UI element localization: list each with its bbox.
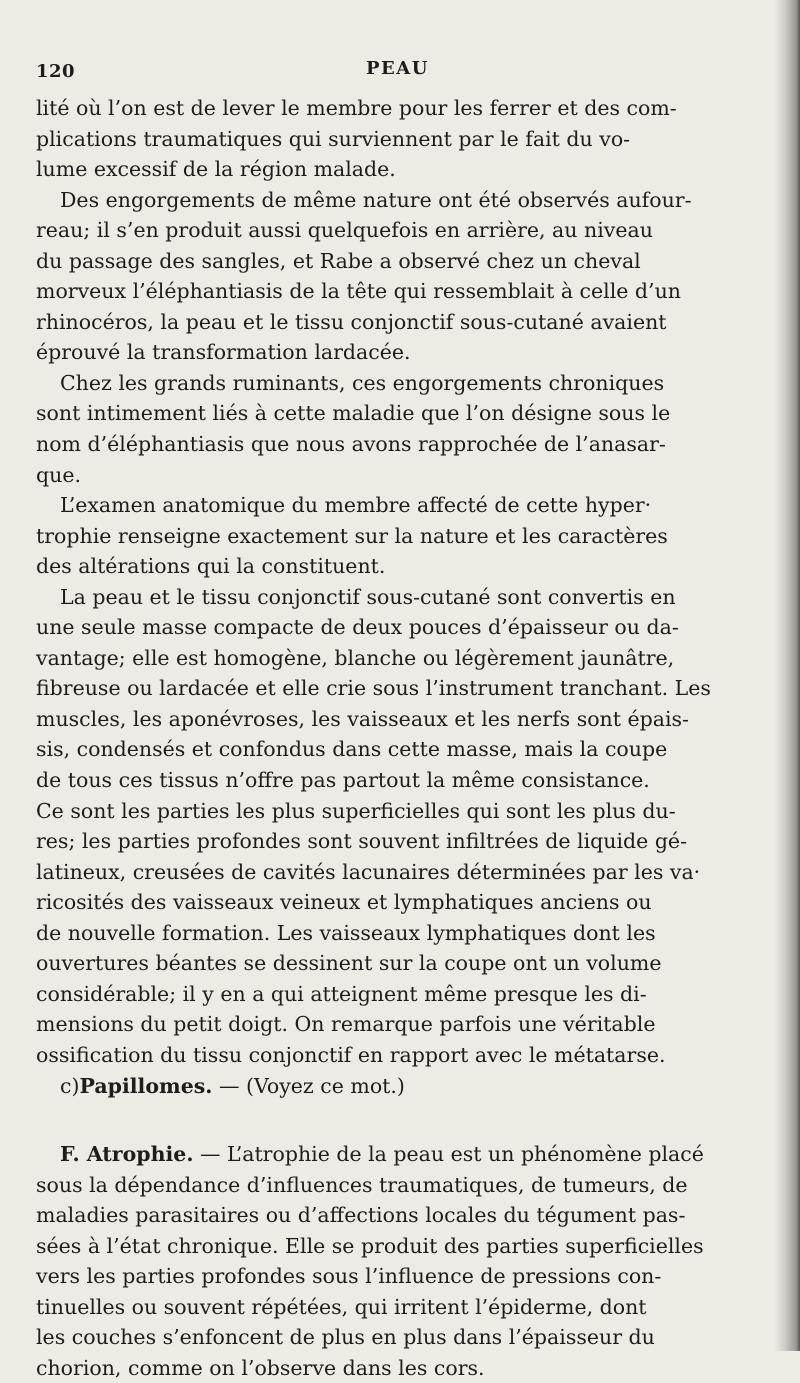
text-line: lume excessif de la région malade. (36, 157, 396, 182)
text-line: ossification du tissu conjonctif en rapport avec le métatarse. (36, 1042, 666, 1067)
text-line: latineux, creusées de cavités lacunaires déterminées par les va· (36, 859, 701, 884)
page-number: 120 (36, 61, 76, 82)
text-line: maladies parasitaires ou d’affections locales du tégument pas- (36, 1203, 686, 1228)
text-line: morveux l’éléphantiasis de la tête qui ressemblait à celle d’un (36, 279, 681, 304)
text-line: Chez les grands ruminants, ces engorgements chroniques (60, 370, 665, 395)
text-line: lité où l’on est de lever le membre pour les ferrer et des com- (36, 96, 677, 120)
text-line: fibreuse ou lardacée et elle crie sous l’instrument tranchant. Les (36, 676, 711, 701)
section-spacer (36, 1101, 726, 1139)
atrophie-heading-line (36, 1139, 726, 1170)
text-line: plications traumatiques qui surviennent par le fait du vo- (36, 126, 631, 151)
text-line: trophie renseigne exactement sur la nature et les caractères (36, 523, 668, 548)
text-line: de nouvelle formation. Les vaisseaux lymphatiques dont les (36, 920, 656, 945)
page-gutter-shadow (774, 0, 800, 1351)
text-line: tinuelles ou souvent répétées, qui irritent l’épiderme, dont (36, 1294, 647, 1319)
text-line: les couches s’enfoncent de plus en plus dans l’épaisseur du (36, 1325, 655, 1350)
text-line: sis, condensés et confondus dans cette masse, mais la coupe (36, 737, 668, 762)
body-text (36, 93, 726, 1383)
text-line: rhinocéros, la peau et le tissu conjonctif sous-cutané avaient (36, 309, 667, 334)
text-line: res; les parties profondes sont souvent infiltrées de liquide gé- (36, 829, 687, 854)
text-line: que. (36, 462, 81, 487)
text-line: une seule masse compacte de deux pouces d’épaisseur ou da- (36, 615, 679, 640)
text-line: ouvertures béantes se dessinent sur la coupe ont un volume (36, 951, 662, 976)
text-line: L’examen anatomique du membre affecté de cette hyper· (60, 493, 652, 518)
subsection-label: c) (60, 1073, 80, 1098)
text-line: chorion, comme on l’observe dans les cors. (36, 1355, 485, 1380)
subsection-title: Papillomes. (79, 1073, 213, 1098)
page-header (36, 58, 726, 86)
text-line: La peau et le tissu conjonctif sous-cutané sont convertis en (60, 584, 676, 609)
text-line: sées à l’état chronique. Elle se produit des parties superficielles (36, 1233, 704, 1258)
subsection-reference: — (Voyez ce mot.) (212, 1073, 405, 1098)
text-line: reau; il s’en produit aussi quelquefois en arrière, au niveau (36, 218, 653, 243)
papillomes-line (36, 1071, 726, 1102)
text-line: de tous ces tissus n’offre pas partout la même consistance. (36, 768, 650, 793)
text-line: éprouvé la transformation lardacée. (36, 340, 411, 365)
text-line: des altérations qui la constituent. (36, 554, 386, 579)
running-title: PEAU (366, 58, 429, 79)
text-line: sous la dépendance d’influences traumatiques, de tumeurs, de (36, 1172, 688, 1197)
text-line: Ce sont les parties les plus superficielles qui sont les plus du- (36, 798, 676, 823)
section-title: F. Atrophie. (60, 1142, 194, 1167)
text-line: ricosités des vaisseaux veineux et lymphatiques anciens ou (36, 890, 652, 915)
text-line: nom d’éléphantiasis que nous avons rapprochée de l’anasar- (36, 432, 666, 457)
text-line: sont intimement liés à cette maladie que l’on désigne sous le (36, 401, 671, 426)
text-line: vers les parties profondes sous l’influence de pressions con- (36, 1264, 662, 1289)
text-line: mensions du petit doigt. On remarque parfois une véritable (36, 1012, 656, 1037)
text-line: muscles, les aponévroses, les vaisseaux et les nerfs sont épais- (36, 706, 689, 731)
text-line: Des engorgements de même nature ont été observés aufour- (60, 187, 692, 212)
section-opening-text: — L’atrophie de la peau est un phénomène placé (193, 1142, 704, 1167)
text-line: du passage des sangles, et Rabe a observé chez un cheval (36, 248, 641, 273)
text-line: considérable; il y en a qui atteignent même presque les di- (36, 981, 647, 1006)
text-line: vantage; elle est homogène, blanche ou légèrement jaunâtre, (36, 645, 675, 670)
